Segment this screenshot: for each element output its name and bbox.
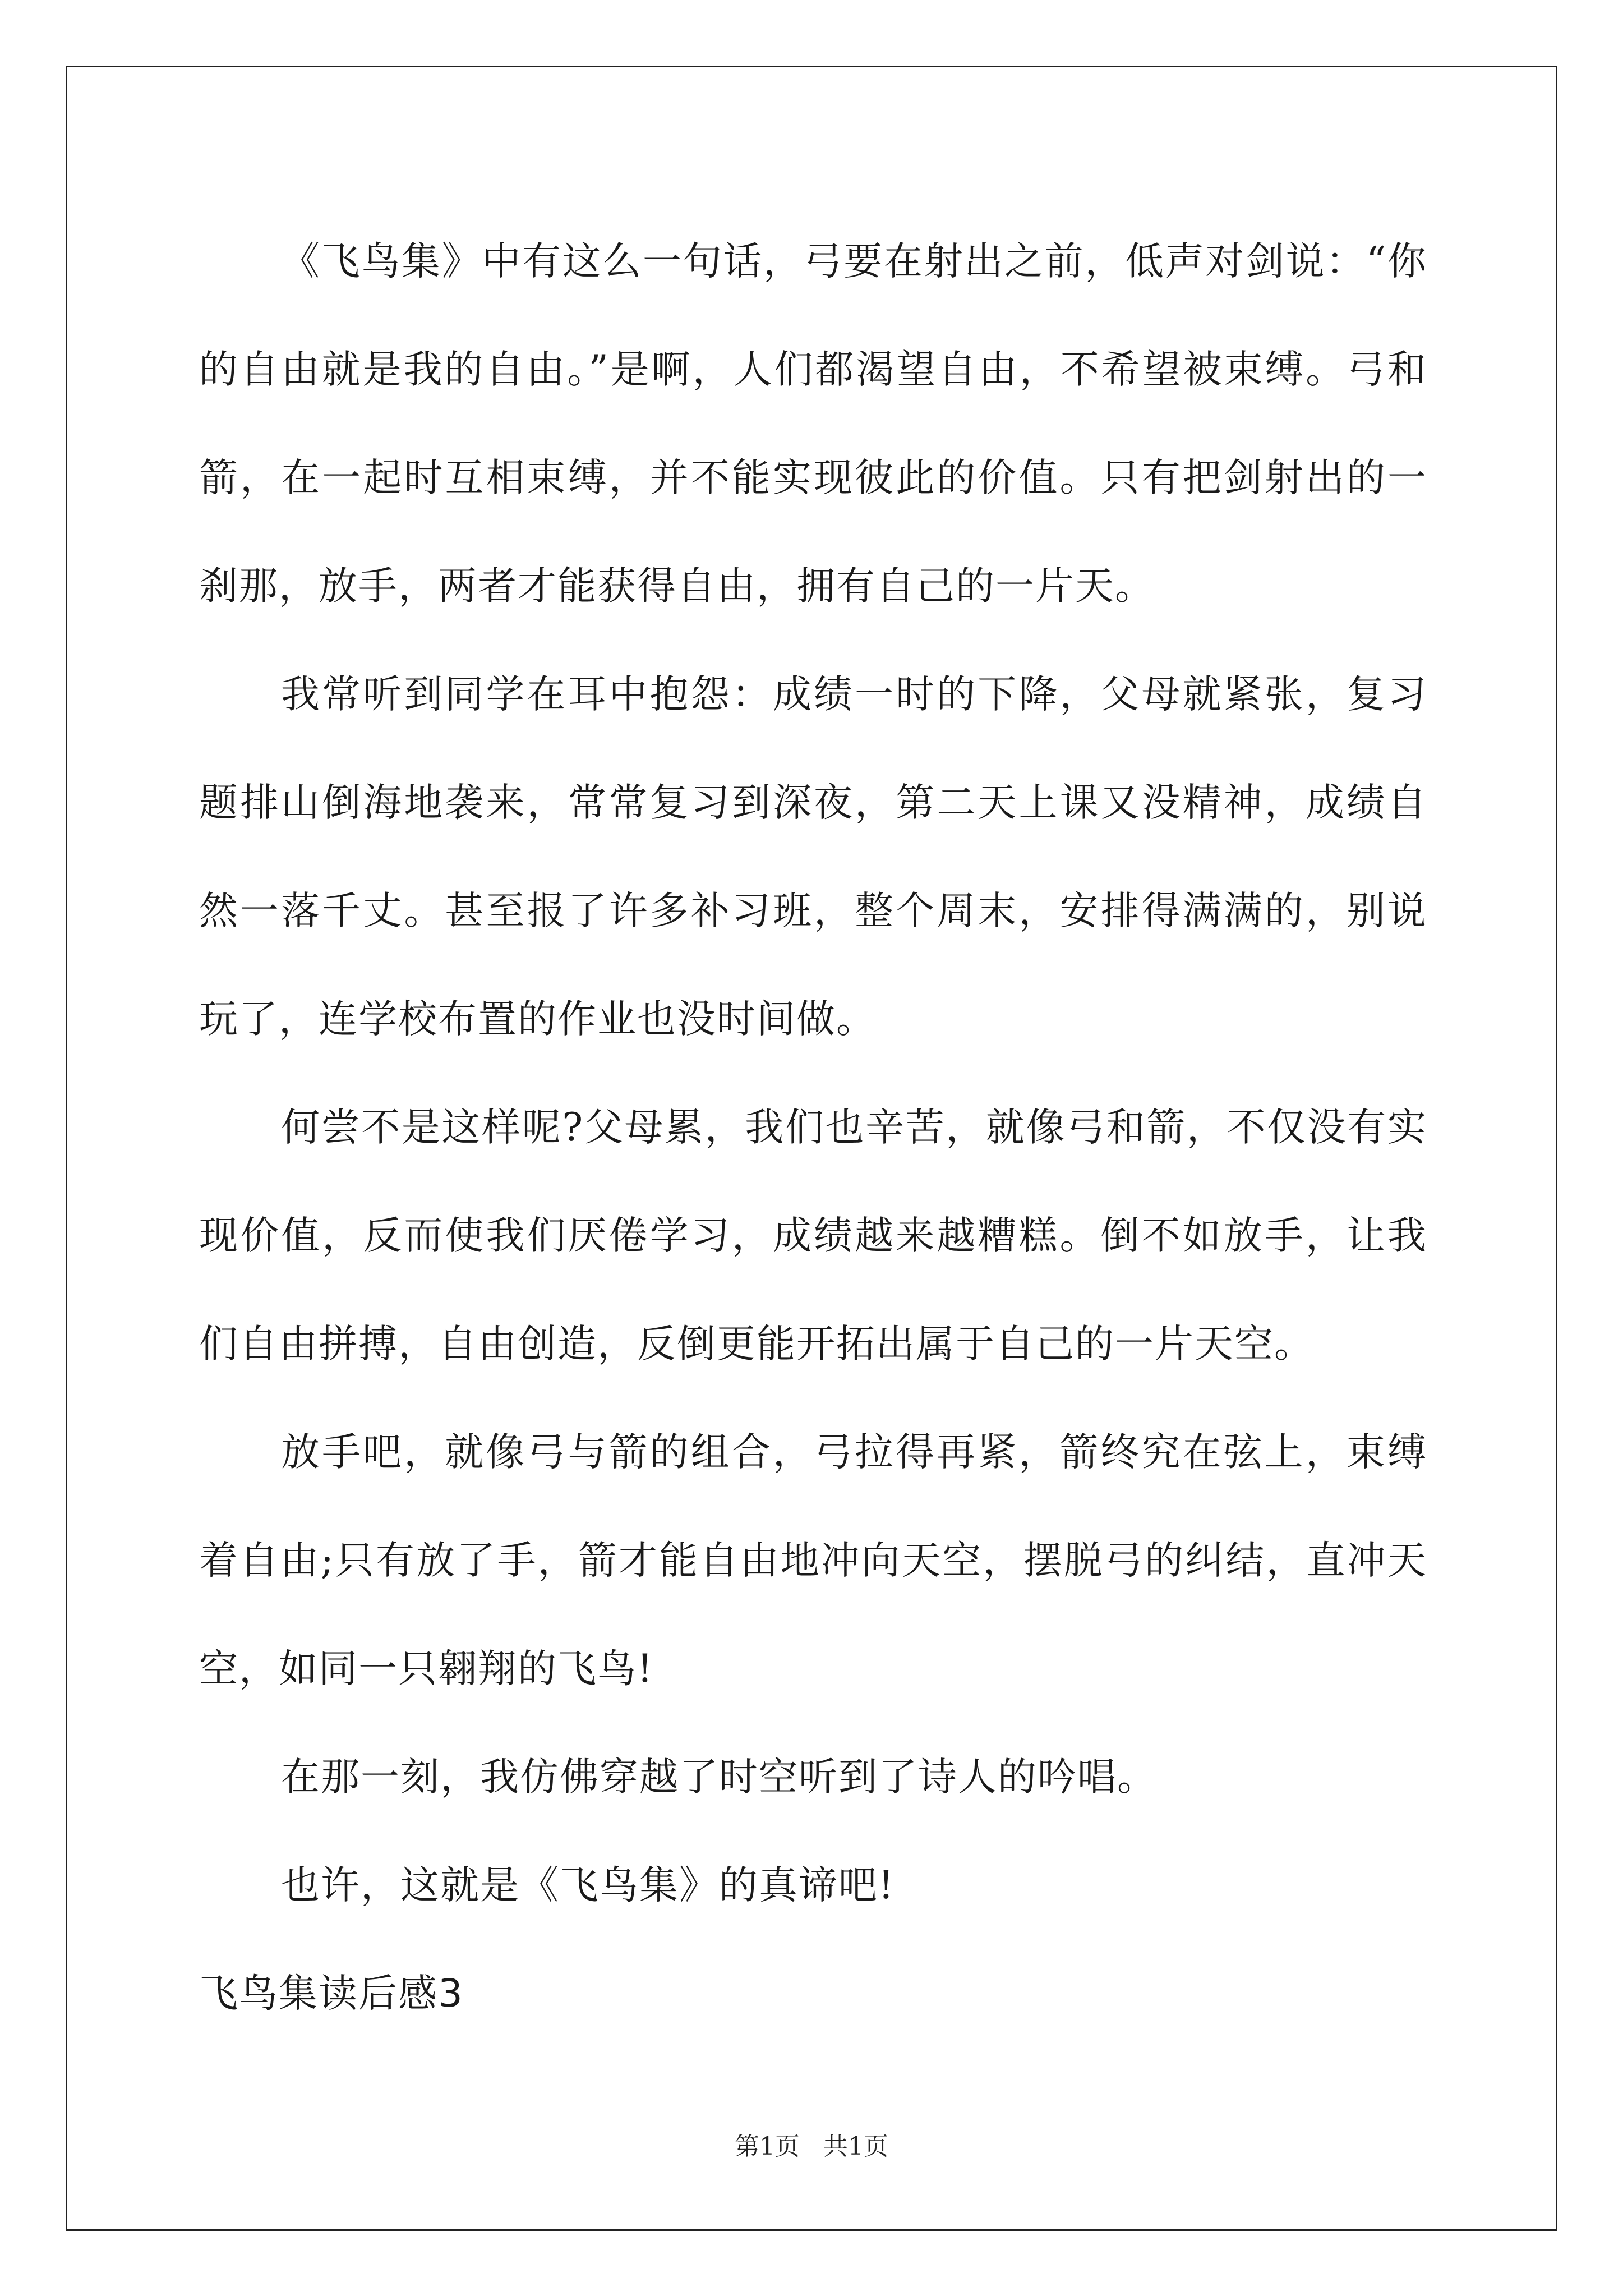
paragraph-4: 放手吧，就像弓与箭的组合，弓拉得再紧，箭终究在弦上，束缚着自由;只有放了手，箭才能自由地冲向天空，摆脱弓的纠结，直冲天空，如同一只翱翔的飞鸟! bbox=[199, 1430, 1427, 1691]
paragraph-1: 《飞鸟集》中有这么一句话，弓要在射出之前，低声对剑说：“你的自由就是我的自由。”是啊，人们都渴望自由，不希望被束缚。弓和箭，在一起时互相束缚，并不能实现彼此的价值。只有把剑射出的一刹那，放手，两者才能获得自由，拥有自己的一片天。 bbox=[199, 239, 1427, 609]
document-body bbox=[199, 208, 1427, 2048]
paragraph-3: 何尝不是这样呢?父母累，我们也辛苦，就像弓和箭，不仅没有实现价值，反而使我们厌倦学习，成绩越来越糟糕。倒不如放手，让我们自由拼搏，自由创造，反倒更能开拓出属于自己的一片天空。 bbox=[199, 1105, 1427, 1366]
paragraph-6: 也许，这就是《飞鸟集》的真谛吧! bbox=[281, 1863, 895, 1908]
paragraph-2: 我常听到同学在耳中抱怨：成绩一时的下降，父母就紧张，复习题排山倒海地袭来，常常复习到深夜，第二天上课又没精神，成绩自然一落千丈。甚至报了许多补习班，整个周末，安排得满满的，别说玩了，连学校布置的作业也没时间做。 bbox=[199, 672, 1427, 1042]
paragraph-5: 在那一刻，我仿佛穿越了时空听到了诗人的吟唱。 bbox=[281, 1755, 1157, 1800]
page-number-footer: 第1页 共1页 bbox=[735, 2132, 888, 2161]
section-title: 飞鸟集读后感3 bbox=[199, 1971, 464, 2016]
